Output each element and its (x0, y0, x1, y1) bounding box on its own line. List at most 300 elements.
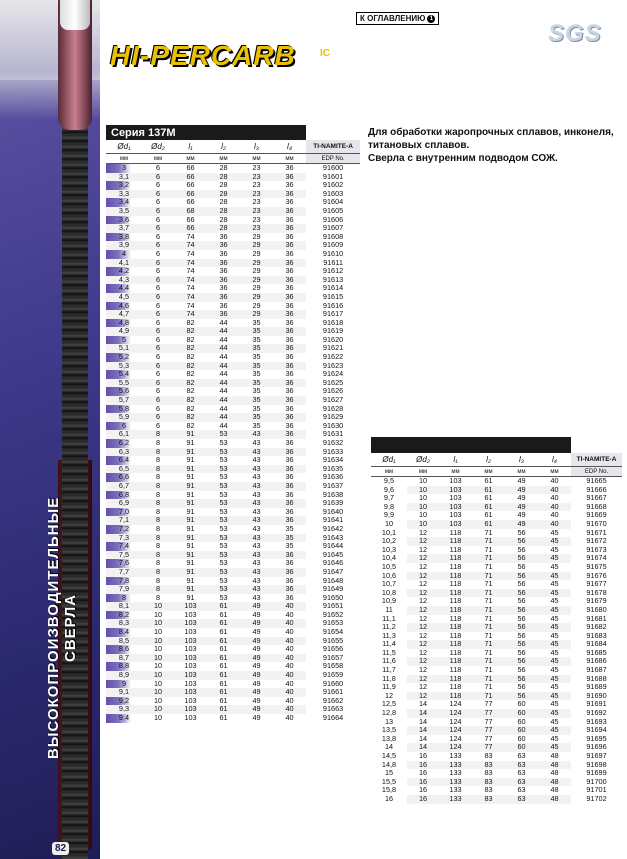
edp-cell: 91660 (306, 680, 360, 689)
table-cell: 45 (550, 597, 559, 606)
table-cell: 6 (142, 207, 174, 216)
table-cell: 118 (439, 675, 472, 684)
table-cell: 8 (155, 439, 161, 447)
edp-cell: 91612 (306, 267, 360, 276)
table-cell: 60 (505, 743, 538, 752)
table-cell: 43 (252, 542, 261, 551)
table-row (106, 551, 360, 560)
table-row (371, 718, 622, 727)
table-cell: 35 (273, 534, 306, 543)
table-cell: 103 (449, 494, 462, 503)
table-cell: 10 (153, 628, 163, 637)
table-cell: 14 (418, 717, 428, 726)
table-row (106, 173, 360, 182)
edp-cell: 91603 (306, 190, 360, 199)
table-cell: 45 (538, 657, 571, 666)
table-row (106, 396, 360, 405)
edp-cell: 91682 (571, 623, 622, 632)
table-cell: 8 (142, 516, 174, 525)
table-cell: 56 (517, 597, 526, 606)
table-cell: 103 (439, 503, 472, 512)
table-cell: 61 (219, 645, 228, 654)
table-cell: 6,4 (106, 456, 142, 465)
column-header: l₂ (207, 140, 240, 154)
table-row (106, 293, 360, 302)
table-cell: 40 (285, 696, 294, 705)
table-cell: 10 (153, 679, 163, 688)
table-row (371, 683, 622, 692)
edp-cell: 91699 (571, 769, 622, 778)
edp-cell: 91683 (571, 632, 622, 641)
table-cell: 16 (407, 795, 439, 804)
table-cell: 8 (142, 568, 174, 577)
table-cell: 53 (219, 507, 228, 516)
table-cell: 56 (517, 545, 526, 554)
table-row (106, 250, 360, 259)
table-cell: 35 (240, 362, 273, 371)
table-row (106, 336, 360, 345)
table-cell: 16 (418, 786, 428, 795)
table-cell: 61 (207, 637, 240, 646)
table-cell: 29 (240, 293, 273, 302)
table-row (106, 482, 360, 491)
table-cell: 6 (142, 396, 174, 405)
table-cell: 36 (285, 163, 294, 172)
table-cell: 49 (252, 662, 261, 671)
edp-cell: 91650 (306, 594, 360, 603)
table-row (106, 619, 360, 628)
table-cell: 83 (484, 786, 493, 795)
table-cell: 16 (407, 778, 439, 787)
table-cell: 91 (174, 448, 207, 457)
table-cell: 71 (484, 562, 493, 571)
table-cell: 43 (240, 465, 273, 474)
table-cell: 103 (174, 602, 207, 611)
edp-cell: 91619 (306, 327, 360, 336)
table-cell: 12 (407, 606, 439, 615)
table-cell: 133 (439, 778, 472, 787)
edp-cell: 91651 (306, 602, 360, 611)
table-cell: 71 (484, 580, 493, 589)
table-cell: 66 (174, 190, 207, 199)
edp-cell: 91631 (306, 430, 360, 439)
edp-cell: 91629 (306, 413, 360, 422)
edp-cell: 91686 (571, 657, 622, 666)
table-cell: 12 (407, 692, 439, 701)
table-cell: 10 (407, 486, 439, 495)
table-cell: 6 (142, 327, 174, 336)
table-cell: 118 (449, 545, 462, 554)
edp-cell: 91694 (571, 726, 622, 735)
edp-cell: 91687 (571, 666, 622, 675)
table-cell: 35 (240, 327, 273, 336)
edp-cell: 91635 (306, 465, 360, 474)
edp-cell: 91645 (306, 551, 360, 560)
edp-cell: 91613 (306, 276, 360, 285)
table-row (106, 680, 360, 689)
table-row (371, 675, 622, 684)
table-cell: 35 (252, 421, 261, 430)
table-cell: 14,8 (371, 761, 407, 770)
table-cell: 5,2 (106, 353, 142, 362)
table-cell: 40 (285, 714, 294, 722)
table-cell: 8 (142, 482, 174, 491)
table-cell: 45 (538, 589, 571, 598)
table-cell: 5,7 (106, 396, 142, 405)
edp-cell: 91672 (571, 537, 622, 546)
edp-cell: 91680 (571, 606, 622, 615)
table-cell: 133 (449, 769, 462, 778)
table-cell: 118 (439, 692, 472, 701)
table-cell: 40 (550, 476, 559, 485)
table-cell: 71 (472, 537, 505, 546)
table-cell: 118 (439, 537, 472, 546)
edp-cell: 91641 (306, 516, 360, 525)
table-cell: 103 (184, 679, 197, 688)
table-cell: 118 (449, 614, 462, 623)
table-row (371, 589, 622, 598)
edp-cell: 91668 (571, 503, 622, 512)
table-cell: 36 (219, 267, 228, 276)
table-cell: 66 (174, 173, 207, 182)
table-cell: 45 (538, 692, 571, 701)
table-cell: 10,4 (371, 554, 407, 563)
table-cell: 3,8 (106, 233, 142, 242)
table-cell: 91 (186, 542, 195, 551)
table-row (106, 310, 360, 319)
table-cell: 61 (484, 511, 493, 520)
table-cell: 118 (439, 554, 472, 563)
table-cell: 53 (207, 534, 240, 543)
description-line: Сверла с внутренним подводом СОЖ. (368, 153, 558, 164)
table-cell: 45 (550, 580, 559, 589)
table-cell: 45 (538, 709, 571, 718)
table-cell: 40 (285, 679, 294, 688)
edp-cell: 91642 (306, 525, 360, 534)
table-cell: 3,2 (106, 181, 142, 190)
table-cell: 60 (517, 717, 526, 726)
table-cell: 45 (550, 666, 559, 675)
table-cell: 10 (407, 520, 439, 529)
table-cell: 49 (252, 610, 261, 619)
table-cell: 61 (219, 696, 228, 705)
table-cell: 44 (207, 379, 240, 388)
table-cell: 40 (538, 520, 571, 529)
table-cell: 103 (184, 696, 197, 705)
table-cell: 6 (155, 353, 161, 362)
coat-header-blank (306, 125, 360, 140)
table-row (106, 671, 360, 680)
edp-cell: 91638 (306, 491, 360, 500)
table-row (106, 448, 360, 457)
table-cell: 36 (273, 310, 306, 319)
edp-cell: 91637 (306, 482, 360, 491)
toc-label: К ОГЛАВЛЕНИЮ (360, 14, 426, 23)
table-cell: 124 (439, 709, 472, 718)
table-cell: 40 (285, 645, 294, 654)
table-cell: 4,6 (106, 302, 142, 311)
table-cell: 11,5 (371, 649, 407, 658)
edp-cell: 91605 (306, 207, 360, 216)
edp-cell: 91620 (306, 336, 360, 345)
table-cell: 71 (472, 675, 505, 684)
table-cell: 91 (186, 439, 195, 447)
table-cell: 36 (207, 310, 240, 319)
table-cell: 6 (142, 190, 174, 199)
table-cell: 10,1 (371, 529, 407, 538)
table-row (371, 486, 622, 495)
table-row (371, 554, 622, 563)
edp-cell: 91621 (306, 344, 360, 353)
edp-cell: 91654 (306, 628, 360, 637)
table-cell: 8 (142, 465, 174, 474)
table-row (106, 379, 360, 388)
table-cell: 10,6 (371, 572, 407, 581)
edp-cell: 91679 (571, 597, 622, 606)
unit-label: мм (407, 467, 439, 477)
table-cell: 36 (285, 249, 294, 258)
table-cell: 53 (219, 456, 228, 465)
table-cell: 28 (219, 181, 228, 190)
table-cell: 4,8 (106, 319, 142, 328)
series-title-blank (371, 437, 571, 453)
table-cell: 7,1 (106, 516, 142, 525)
table-cell: 36 (219, 249, 228, 258)
table-cell: 49 (240, 671, 273, 680)
table-row (371, 752, 622, 761)
table-cell: 48 (538, 795, 571, 804)
table-cell: 10 (418, 476, 428, 485)
edp-cell: 91674 (571, 554, 622, 563)
table-cell: 43 (252, 524, 261, 533)
table-cell: 53 (219, 593, 228, 602)
table-cell: 8 (155, 490, 161, 499)
table-cell: 6 (155, 198, 161, 207)
table-cell: 77 (484, 717, 493, 726)
table-row (106, 439, 360, 448)
table-cell: 66 (186, 198, 195, 207)
table-cell: 6,1 (106, 430, 142, 439)
table-cell: 36 (285, 215, 294, 224)
table-row (106, 456, 360, 465)
table-cell: 91 (174, 482, 207, 491)
table-cell: 10 (153, 662, 163, 671)
table-cell: 12 (418, 562, 428, 571)
edp-cell: 91648 (306, 577, 360, 586)
table-cell: 91 (174, 430, 207, 439)
edp-cell: 91614 (306, 284, 360, 293)
edp-cell: 91607 (306, 224, 360, 233)
table-cell: 61 (484, 476, 493, 485)
table-row (106, 344, 360, 353)
table-cell: 12 (418, 528, 428, 537)
table-cell: 7,9 (106, 585, 142, 594)
table-cell: 49 (240, 705, 273, 714)
table-cell: 124 (439, 743, 472, 752)
table-cell: 8,1 (106, 602, 142, 611)
table-cell: 61 (207, 705, 240, 714)
table-cell: 4,9 (106, 327, 142, 336)
table-row (106, 430, 360, 439)
table-cell: 6 (142, 224, 174, 233)
table-cell: 49 (252, 696, 261, 705)
table-cell: 29 (252, 267, 261, 276)
table-cell: 124 (449, 700, 462, 709)
table-row (106, 198, 360, 207)
table-cell: 61 (219, 610, 228, 619)
table-row (106, 362, 360, 371)
table-cell: 103 (174, 637, 207, 646)
toc-badge: 1 (427, 15, 435, 23)
table-cell: 14 (418, 700, 428, 709)
table-cell: 103 (439, 520, 472, 529)
table-row (371, 606, 622, 615)
table-cell: 28 (219, 163, 228, 172)
table-cell: 63 (517, 752, 526, 760)
specs-table-right (371, 437, 622, 804)
table-cell: 40 (285, 662, 294, 671)
table-cell: 53 (207, 499, 240, 508)
table-cell: 10 (142, 637, 174, 646)
table-cell: 103 (184, 628, 197, 637)
table-cell: 6 (155, 163, 161, 172)
table-cell: 118 (449, 683, 462, 692)
table-cell: 9 (106, 680, 142, 689)
table-cell: 29 (252, 284, 261, 293)
table-cell: 71 (472, 554, 505, 563)
table-cell: 12 (407, 572, 439, 581)
table-cell: 4 (106, 250, 142, 259)
table-cell: 6 (155, 215, 161, 224)
table-cell: 83 (472, 761, 505, 770)
edp-cell: 91608 (306, 233, 360, 242)
table-cell: 23 (252, 198, 261, 207)
brand-logo: SGS (548, 20, 602, 47)
edp-cell: 91646 (306, 559, 360, 568)
edp-cell: 91667 (571, 494, 622, 503)
table-cell: 45 (550, 614, 559, 623)
table-cell: 6 (106, 422, 142, 431)
table-cell: 3 (106, 164, 142, 173)
table-cell: 8 (155, 473, 161, 482)
table-cell: 71 (472, 657, 505, 666)
table-row (106, 267, 360, 276)
table-cell: 36 (285, 404, 294, 413)
unit-label: мм (505, 467, 538, 477)
table-cell: 36 (273, 430, 306, 439)
table-row (106, 413, 360, 422)
table-row (371, 623, 622, 632)
table-cell: 8 (155, 576, 161, 585)
table-cell: 11,9 (371, 683, 407, 692)
table-row (371, 537, 622, 546)
table-cell: 10,8 (371, 589, 407, 598)
table-row (106, 276, 360, 285)
table-cell: 28 (207, 190, 240, 199)
table-cell: 36 (207, 241, 240, 250)
table-cell: 6 (155, 232, 161, 241)
table-cell: 12 (407, 537, 439, 546)
table-cell: 71 (484, 614, 493, 623)
table-cell: 40 (285, 628, 294, 637)
table-cell: 61 (207, 602, 240, 611)
edp-cell: 91618 (306, 319, 360, 328)
table-cell: 7,4 (106, 542, 142, 551)
table-cell: 43 (240, 430, 273, 439)
table-cell: 63 (505, 795, 538, 804)
table-cell: 36 (273, 327, 306, 336)
description-line: Для обработки жаропрочных сплавов, инконеля, (368, 127, 614, 138)
table-cell: 45 (538, 537, 571, 546)
table-cell: 124 (439, 726, 472, 735)
table-cell: 77 (472, 743, 505, 752)
table-row (371, 778, 622, 787)
table-cell: 53 (219, 490, 228, 499)
table-cell: 56 (505, 640, 538, 649)
table-cell: 71 (472, 623, 505, 632)
table-cell: 8 (106, 594, 142, 603)
table-cell: 43 (240, 534, 273, 543)
description-line: титановых сплавов. (368, 140, 470, 151)
table-cell: 56 (505, 623, 538, 632)
table-cell: 71 (484, 528, 493, 537)
table-cell: 118 (449, 580, 462, 589)
edp-cell: 91677 (571, 580, 622, 589)
table-cell: 6 (142, 310, 174, 319)
table-cell: 49 (505, 486, 538, 495)
edp-cell: 91673 (571, 546, 622, 555)
table-cell: 74 (186, 249, 195, 258)
table-cell: 9,9 (371, 511, 407, 520)
table-cell: 8 (142, 499, 174, 508)
table-cell: 6 (142, 344, 174, 353)
edp-cell: 91653 (306, 619, 360, 628)
edp-cell: 91649 (306, 585, 360, 594)
series-title: Серия 137M (106, 125, 306, 140)
table-cell: 5,9 (106, 413, 142, 422)
table-row (371, 477, 622, 486)
table-cell: 91 (174, 534, 207, 543)
table-cell: 36 (285, 198, 294, 207)
column-header: l₁ (174, 140, 207, 154)
column-header: l₁ (439, 453, 472, 467)
table-cell: 91 (186, 524, 195, 533)
table-cell: 43 (240, 568, 273, 577)
table-cell: 12 (418, 631, 428, 640)
table-cell: 44 (207, 396, 240, 405)
table-cell: 8 (155, 559, 161, 568)
table-cell: 53 (207, 568, 240, 577)
table-cell: 6,9 (106, 499, 142, 508)
table-cell: 9,7 (371, 494, 407, 503)
table-cell: 63 (517, 786, 526, 795)
table-cell: 118 (449, 631, 462, 640)
toc-link[interactable] (356, 12, 439, 25)
table-cell: 53 (207, 482, 240, 491)
table-cell: 8 (142, 448, 174, 457)
table-cell: 56 (505, 606, 538, 615)
table-cell: 40 (273, 671, 306, 680)
edp-cell: 91636 (306, 473, 360, 482)
table-cell: 10 (142, 671, 174, 680)
edp-cell: 91700 (571, 778, 622, 787)
vertical-section-title: ВЫСОКОПРОИЗВОДИТЕЛЬНЫЕ СВЕРЛА (45, 496, 79, 760)
table-cell: 4,4 (106, 284, 142, 293)
table-cell: 49 (517, 511, 526, 520)
table-cell: 45 (550, 631, 559, 640)
table-row (106, 233, 360, 242)
table-cell: 6 (142, 241, 174, 250)
